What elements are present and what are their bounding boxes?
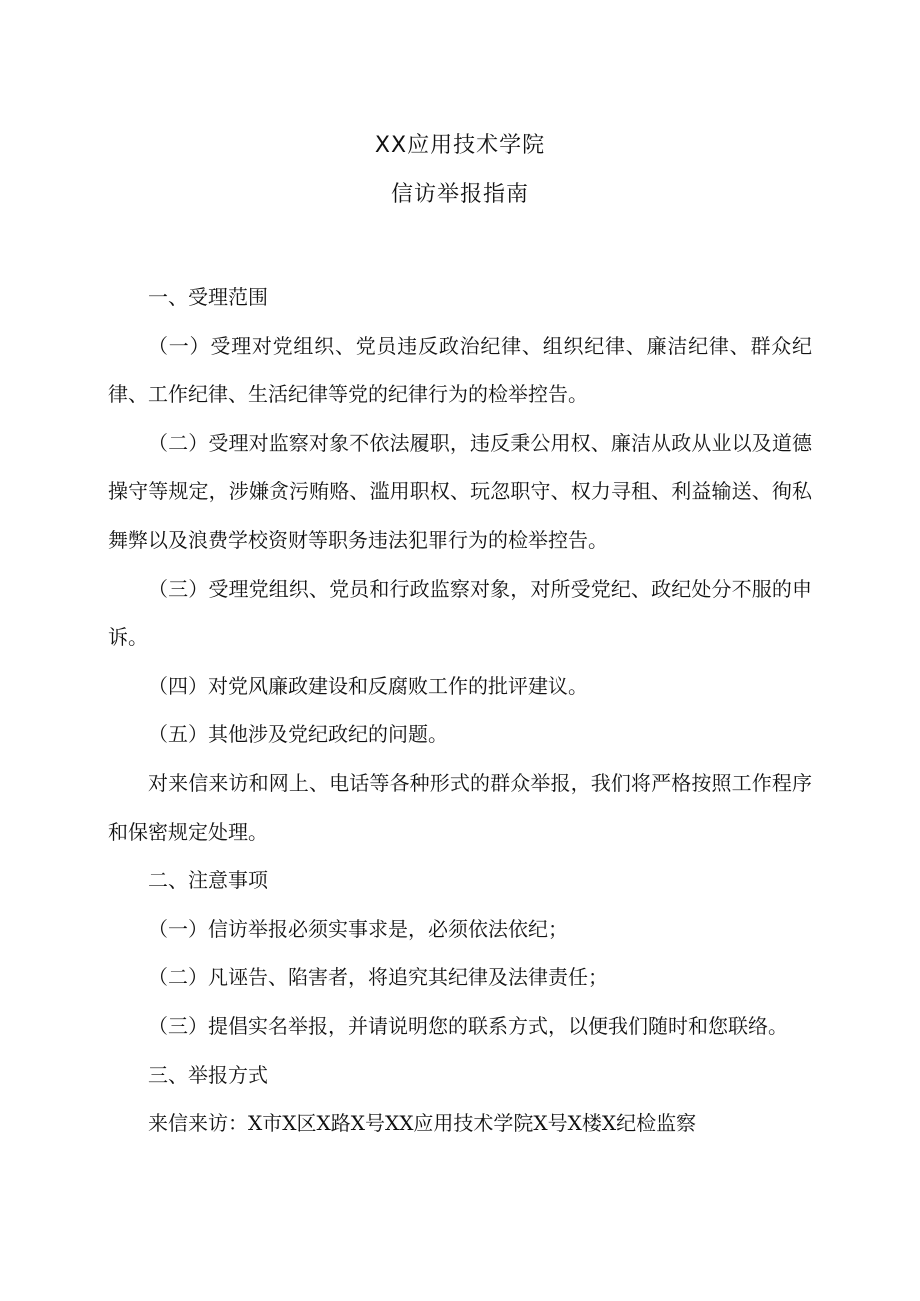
- paragraph-scope-item-1: （一）受理对党组织、党员违反政治纪律、组织纪律、廉洁纪律、群众纪律、工作纪律、生活纪律等党的纪律行为的检举控告。: [108, 333, 812, 407]
- document-title: XX应用技术学院: [374, 133, 546, 158]
- section-heading-notes: 二、注意事项: [148, 868, 268, 893]
- document-subtitle: 信访举报指南: [390, 182, 529, 207]
- paragraph-scope-item-2: （二）受理对监察对象不依法履职，违反秉公用权、廉洁从政从业以及道德操守等规定，涉嫌贪污贿赂、滥用职权、玩忽职守、权力寻租、利益输送、徇私舞弊以及浪费学校资财等职务违法犯罪行为的检举控告。: [108, 430, 812, 552]
- paragraph-scope-closing: 对来信来访和网上、电话等各种形式的群众举报，我们将严格按照工作程序和保密规定处理。: [108, 770, 812, 844]
- paragraph-scope-item-5: （五）其他涉及党纪政纪的问题。: [148, 722, 448, 747]
- paragraph-notes-item-1: （一）信访举报必须实事求是，必须依法依纪；: [148, 916, 568, 941]
- section-heading-report-methods: 三、举报方式: [148, 1062, 268, 1087]
- section-heading-acceptance-scope: 一、受理范围: [148, 285, 268, 309]
- paragraph-letter-visit: 来信来访：X市X区X路X号XX应用技术学院X号X楼X纪检监察: [148, 1111, 697, 1136]
- document-body: [108, 273, 812, 1148]
- paragraph-notes-item-2: （二）凡诬告、陷害者，将追究其纪律及法律责任；: [148, 965, 608, 990]
- paragraph-scope-item-4: （四）对党风廉政建设和反腐败工作的批评建议。: [148, 673, 588, 698]
- paragraph-scope-item-3: （三）受理党组织、党员和行政监察对象，对所受党纪、政纪处分不服的申诉。: [108, 576, 812, 650]
- paragraph-notes-item-3: （三）提倡实名举报，并请说明您的联系方式，以便我们随时和您联络。: [148, 1013, 788, 1038]
